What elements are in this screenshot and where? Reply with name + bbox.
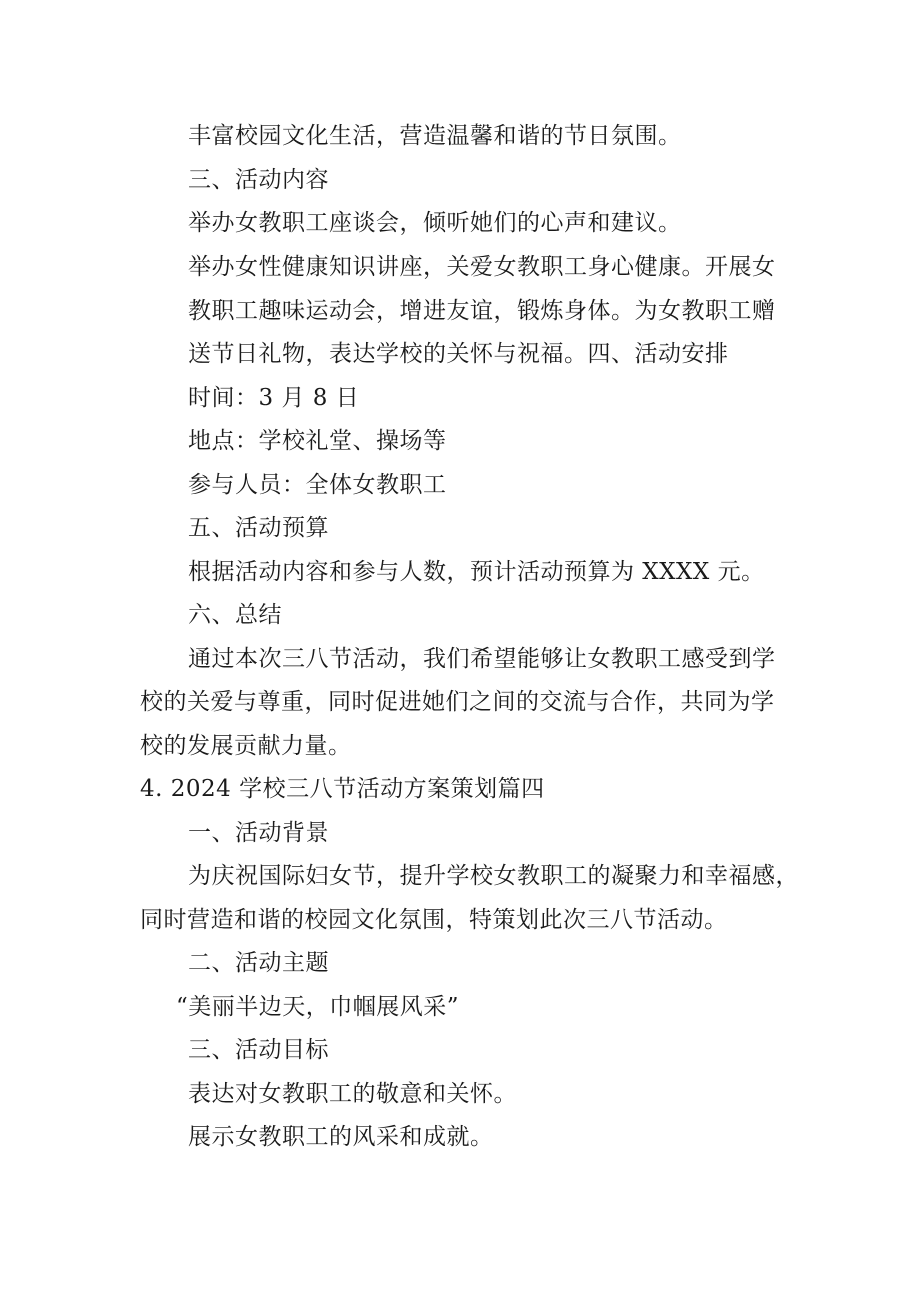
text-line: 根据活动内容和参与人数，预计活动预算为 XXXX 元。 <box>188 559 765 585</box>
section-heading: 一、活动背景 <box>188 820 329 846</box>
section-heading: 二、活动主题 <box>188 950 329 976</box>
text-line: 教职工趣味运动会，增进友谊，锻炼身体。为女教职工赠 <box>188 298 776 324</box>
text-line: 参与人员：全体女教职工 <box>188 472 447 498</box>
text-line: 丰富校园文化生活，营造温馨和谐的节日氛围。 <box>188 123 682 149</box>
text-line: 为庆祝国际妇女节，提升学校女教职工的凝聚力和幸福感， <box>188 863 799 889</box>
section-heading: 三、活动目标 <box>188 1037 329 1063</box>
text-line: 校的关爱与尊重，同时促进她们之间的交流与合作，共同为学 <box>140 689 775 715</box>
text-line: 时间：3 月 8 日 <box>188 385 360 411</box>
text-line: 送节日礼物，表达学校的关怀与祝福。四、活动安排 <box>188 341 729 367</box>
text-line: 地点：学校礼堂、操场等 <box>188 428 447 454</box>
theme-quote: “美丽半边天，巾帼展风采” <box>176 994 460 1020</box>
chapter-heading: 4. 2024 学校三八节活动方案策划篇四 <box>140 776 545 802</box>
text-line: 校的发展贡献力量。 <box>140 733 352 759</box>
text-line: 表达对女教职工的敬意和关怀。 <box>188 1081 517 1107</box>
text-line: 举办女教职工座谈会，倾听她们的心声和建议。 <box>188 210 682 236</box>
text-line: 举办女性健康知识讲座，关爱女教职工身心健康。开展女 <box>188 254 776 280</box>
text-line: 展示女教职工的风采和成就。 <box>188 1124 494 1150</box>
section-heading: 五、活动预算 <box>188 515 329 541</box>
text-line: 通过本次三八节活动，我们希望能够让女教职工感受到学 <box>188 646 776 672</box>
section-heading: 六、总结 <box>188 602 282 628</box>
text-line: 同时营造和谐的校园文化氛围，特策划此次三八节活动。 <box>140 907 728 933</box>
section-heading: 三、活动内容 <box>188 167 329 193</box>
